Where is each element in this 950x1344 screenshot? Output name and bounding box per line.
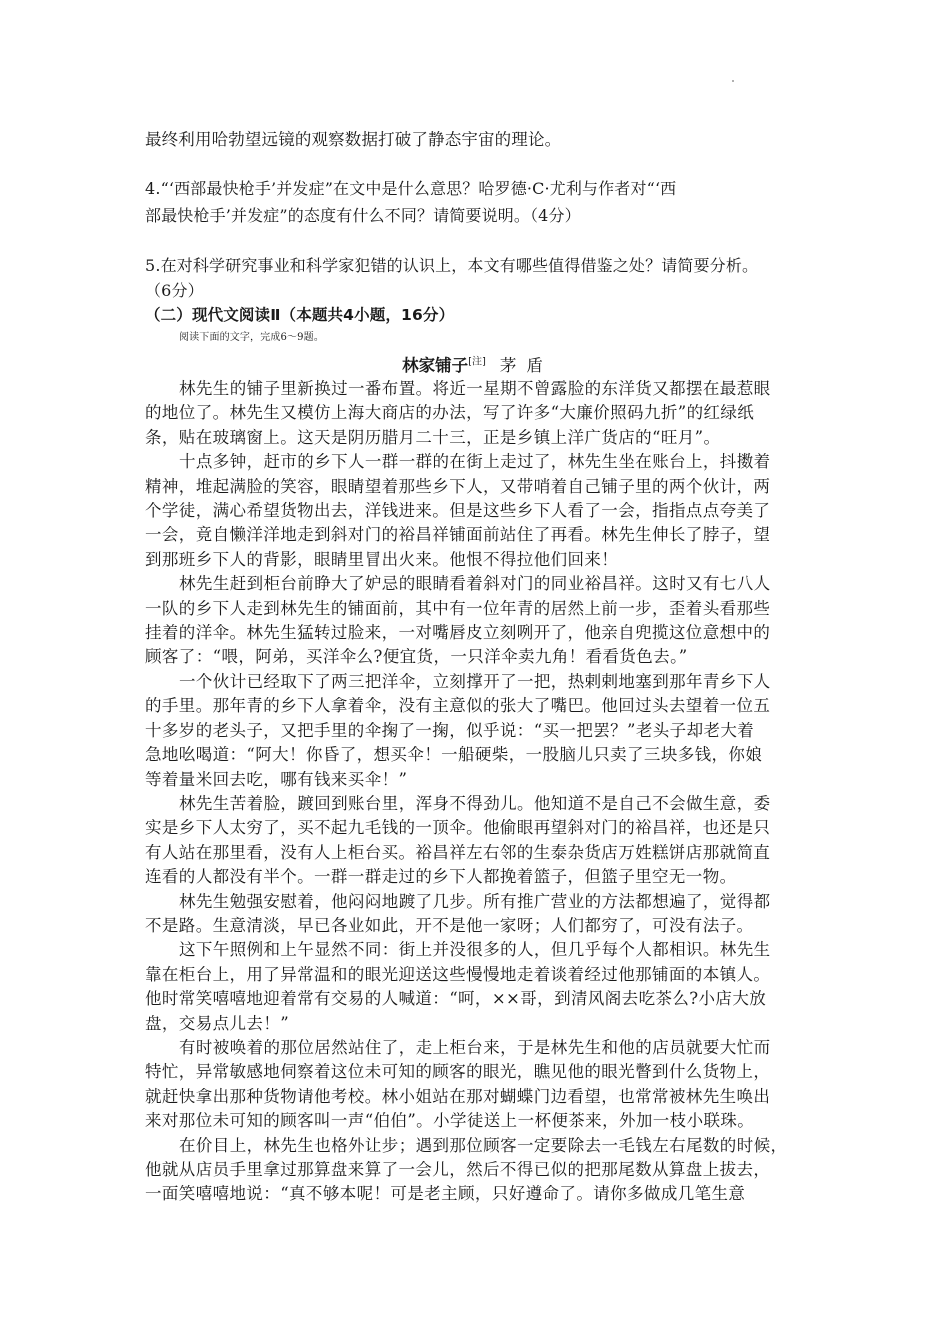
paragraph	[145, 572, 810, 670]
paragraph-line: 在价目上，林先生也格外让步；遇到那位顾客一定要除去一毛钱左右尾数的时候，	[179, 1135, 788, 1155]
paragraph	[145, 792, 810, 890]
paragraph-line: 有人站在那里看，没有人上柜台买。裕昌祥左右邻的生泰杂货店万姓糕饼店那就简直	[145, 842, 771, 862]
paragraph-line: 来对那位未可知的顾客叫一声“伯伯”。小学徒送上一杯便茶来，外加一枝小联珠。	[145, 1111, 755, 1131]
paragraph-line: 他时常笑嘻嘻地迎着常有交易的人喊道：“呵，××哥，到清风阁去吃茶么?小店大放	[145, 989, 767, 1009]
question-5-line-1: 5.在对科学研究事业和科学家犯错的认识上，本文有哪些值得借鉴之处？请简要分析。	[145, 256, 759, 275]
paragraph-line: 的手里。那年青的乡下人拿着伞，没有主意似的张大了嘴巴。他回过头去望着一位五	[145, 696, 771, 716]
question-5-line-2: （6分）	[145, 281, 204, 300]
paragraph-line: 连看的人都没有半个。一群一群走过的乡下人都挽着篮子，但篮子里空无一物。	[145, 867, 737, 887]
passage-fragment: 最终利用哈勃望远镜的观察数据打破了静态宇宙的理论。	[145, 130, 562, 149]
paragraph-line: 等着量米回去吃，哪有钱来买伞！”	[145, 769, 408, 789]
paragraph-line: 个学徒，满心希望货物出去，洋钱进来。但是这些乡下人看了一会，指指点点夸美了	[145, 501, 771, 521]
paragraph-line: 靠在柜台上，用了异常温和的眼光迎送这些慢慢地走着谈着经过他那铺面的本镇人。	[145, 964, 771, 984]
scan-speck	[732, 80, 734, 82]
paragraph-line: 一个伙计已经取下了两三把洋伞，立刻撑开了一把，热剌剌地塞到那年青乡下人	[179, 671, 771, 691]
section-heading: （二）现代文阅读Ⅱ（本题共4小题，16分）	[145, 306, 455, 324]
paragraph-line: 就赶快拿出那种货物请他考校。林小姐站在那对蝴蝶门边看望，也常常被林先生唤出	[145, 1086, 771, 1106]
paragraph-line: 急地吆喝道：“阿大！你昏了，想买伞！一船硬柴，一股脑儿只卖了三块多钱，你娘	[145, 745, 763, 765]
instruction: 阅读下面的文字，完成6～9题。	[179, 332, 324, 343]
paragraph	[145, 670, 810, 792]
paragraph-line: 条，贴在玻璃窗上。这天是阴历腊月二十三，正是乡镇上洋广货店的“旺月”。	[145, 427, 721, 447]
paragraph-line: 林先生的铺子里新换过一番布置。将近一星期不曾露脸的东洋货又都摆在最惹眼	[179, 379, 771, 398]
paragraph-line: 一面笑嘻嘻地说：“真不够本呢！可是老主顾，只好遵命了。请你多做成几笔生意	[145, 1184, 746, 1204]
article-body	[145, 377, 810, 1207]
paragraph	[145, 450, 810, 572]
paragraph-line: 到那班乡下人的背影，眼睛里冒出火来。他恨不得拉他们回来！	[145, 549, 619, 569]
paragraph-line: 盘，交易点儿去！”	[145, 1013, 290, 1033]
author-name: 茅盾	[499, 356, 553, 375]
paragraph-line: 十多岁的老头子，又把手里的伞掬了一掬，似乎说：“买一把罢？”老头子却老大着	[145, 720, 755, 740]
paragraph-line: 他就从店员手里拿过那算盘来算了一会儿，然后不得已似的把那尾数从算盘上拔去，	[145, 1160, 771, 1179]
paragraph-line: 一会，竟自懒洋洋地走到斜对门的裕昌祥铺面前站住了再看。林先生伸长了脖子，望	[145, 525, 771, 545]
paragraph-line: 有时被唤着的那位居然站住了，走上柜台来，于是林先生和他的店员就要大忙而	[179, 1037, 771, 1057]
paragraph-line: 这下午照例和上午显然不同：街上并没很多的人，但几乎每个人都相识。林先生	[179, 940, 771, 960]
paragraph-line: 特忙，异常敏感地伺察着这位未可知的顾客的眼光，瞧见他的眼光瞥到什么货物上，	[145, 1062, 771, 1082]
paragraph	[145, 938, 810, 1036]
paragraph-line: 林先生勉强安慰着，他闷闷地踱了几步。所有推广营业的方法都想遍了，觉得都	[179, 891, 771, 911]
article-title	[145, 352, 810, 376]
paragraph-line: 挂着的洋伞。林先生猛转过脸来，一对嘴唇皮立刻咧开了，他亲自兜揽这位意想中的	[145, 623, 771, 643]
paragraph-line: 精神，堆起满脸的笑容，眼睛望着那些乡下人，又带哨着自己铺子里的两个伙计，两	[145, 476, 771, 496]
paragraph-line: 实是乡下人太穷了，买不起九毛钱的一顶伞。他偷眼再望斜对门的裕昌祥，也还是只	[145, 818, 771, 838]
paragraph-line: 十点多钟，赶市的乡下人一群一群的在街上走过了，林先生坐在账台上，抖擞着	[179, 452, 771, 472]
question-4-line-2: 部最快枪手’并发症”的态度有什么不同？请简要说明。（4分）	[145, 206, 581, 225]
paragraph	[145, 1134, 810, 1207]
paragraph-line: 不是路。生意清淡，早已各业如此，开不是他一家呀；人们都穷了，可没有法子。	[145, 915, 754, 935]
paragraph	[145, 377, 810, 450]
paragraph-line: 顾客了：“喂，阿弟，买洋伞么?便宜货，一只洋伞卖九角！看看货色去。”	[145, 647, 688, 667]
paragraph-line: 一队的乡下人走到林先生的铺面前，其中有一位年青的居然上前一步，歪着头看那些	[145, 598, 771, 618]
paragraph-line: 林先生苦着脸，踱回到账台里，浑身不得劲儿。他知道不是自己不会做生意，委	[179, 793, 771, 813]
question-4-line-1: 4.“‘西部最快枪手’并发症”在文中是什么意思？哈罗德·C·尤利与作者对“‘西	[145, 179, 677, 198]
paragraph-line: 的地位了。林先生又模仿上海大商店的办法，写了许多“大廉价照码九折”的红绿纸	[145, 403, 755, 423]
paragraph	[145, 890, 810, 939]
title-text: 林家铺子	[402, 356, 469, 375]
paragraph	[145, 1036, 810, 1134]
title-note-mark: [注]	[468, 356, 486, 368]
paragraph-line: 林先生赶到柜台前睁大了妒忌的眼睛看着斜对门的同业裕昌祥。这时又有七八人	[179, 574, 771, 594]
